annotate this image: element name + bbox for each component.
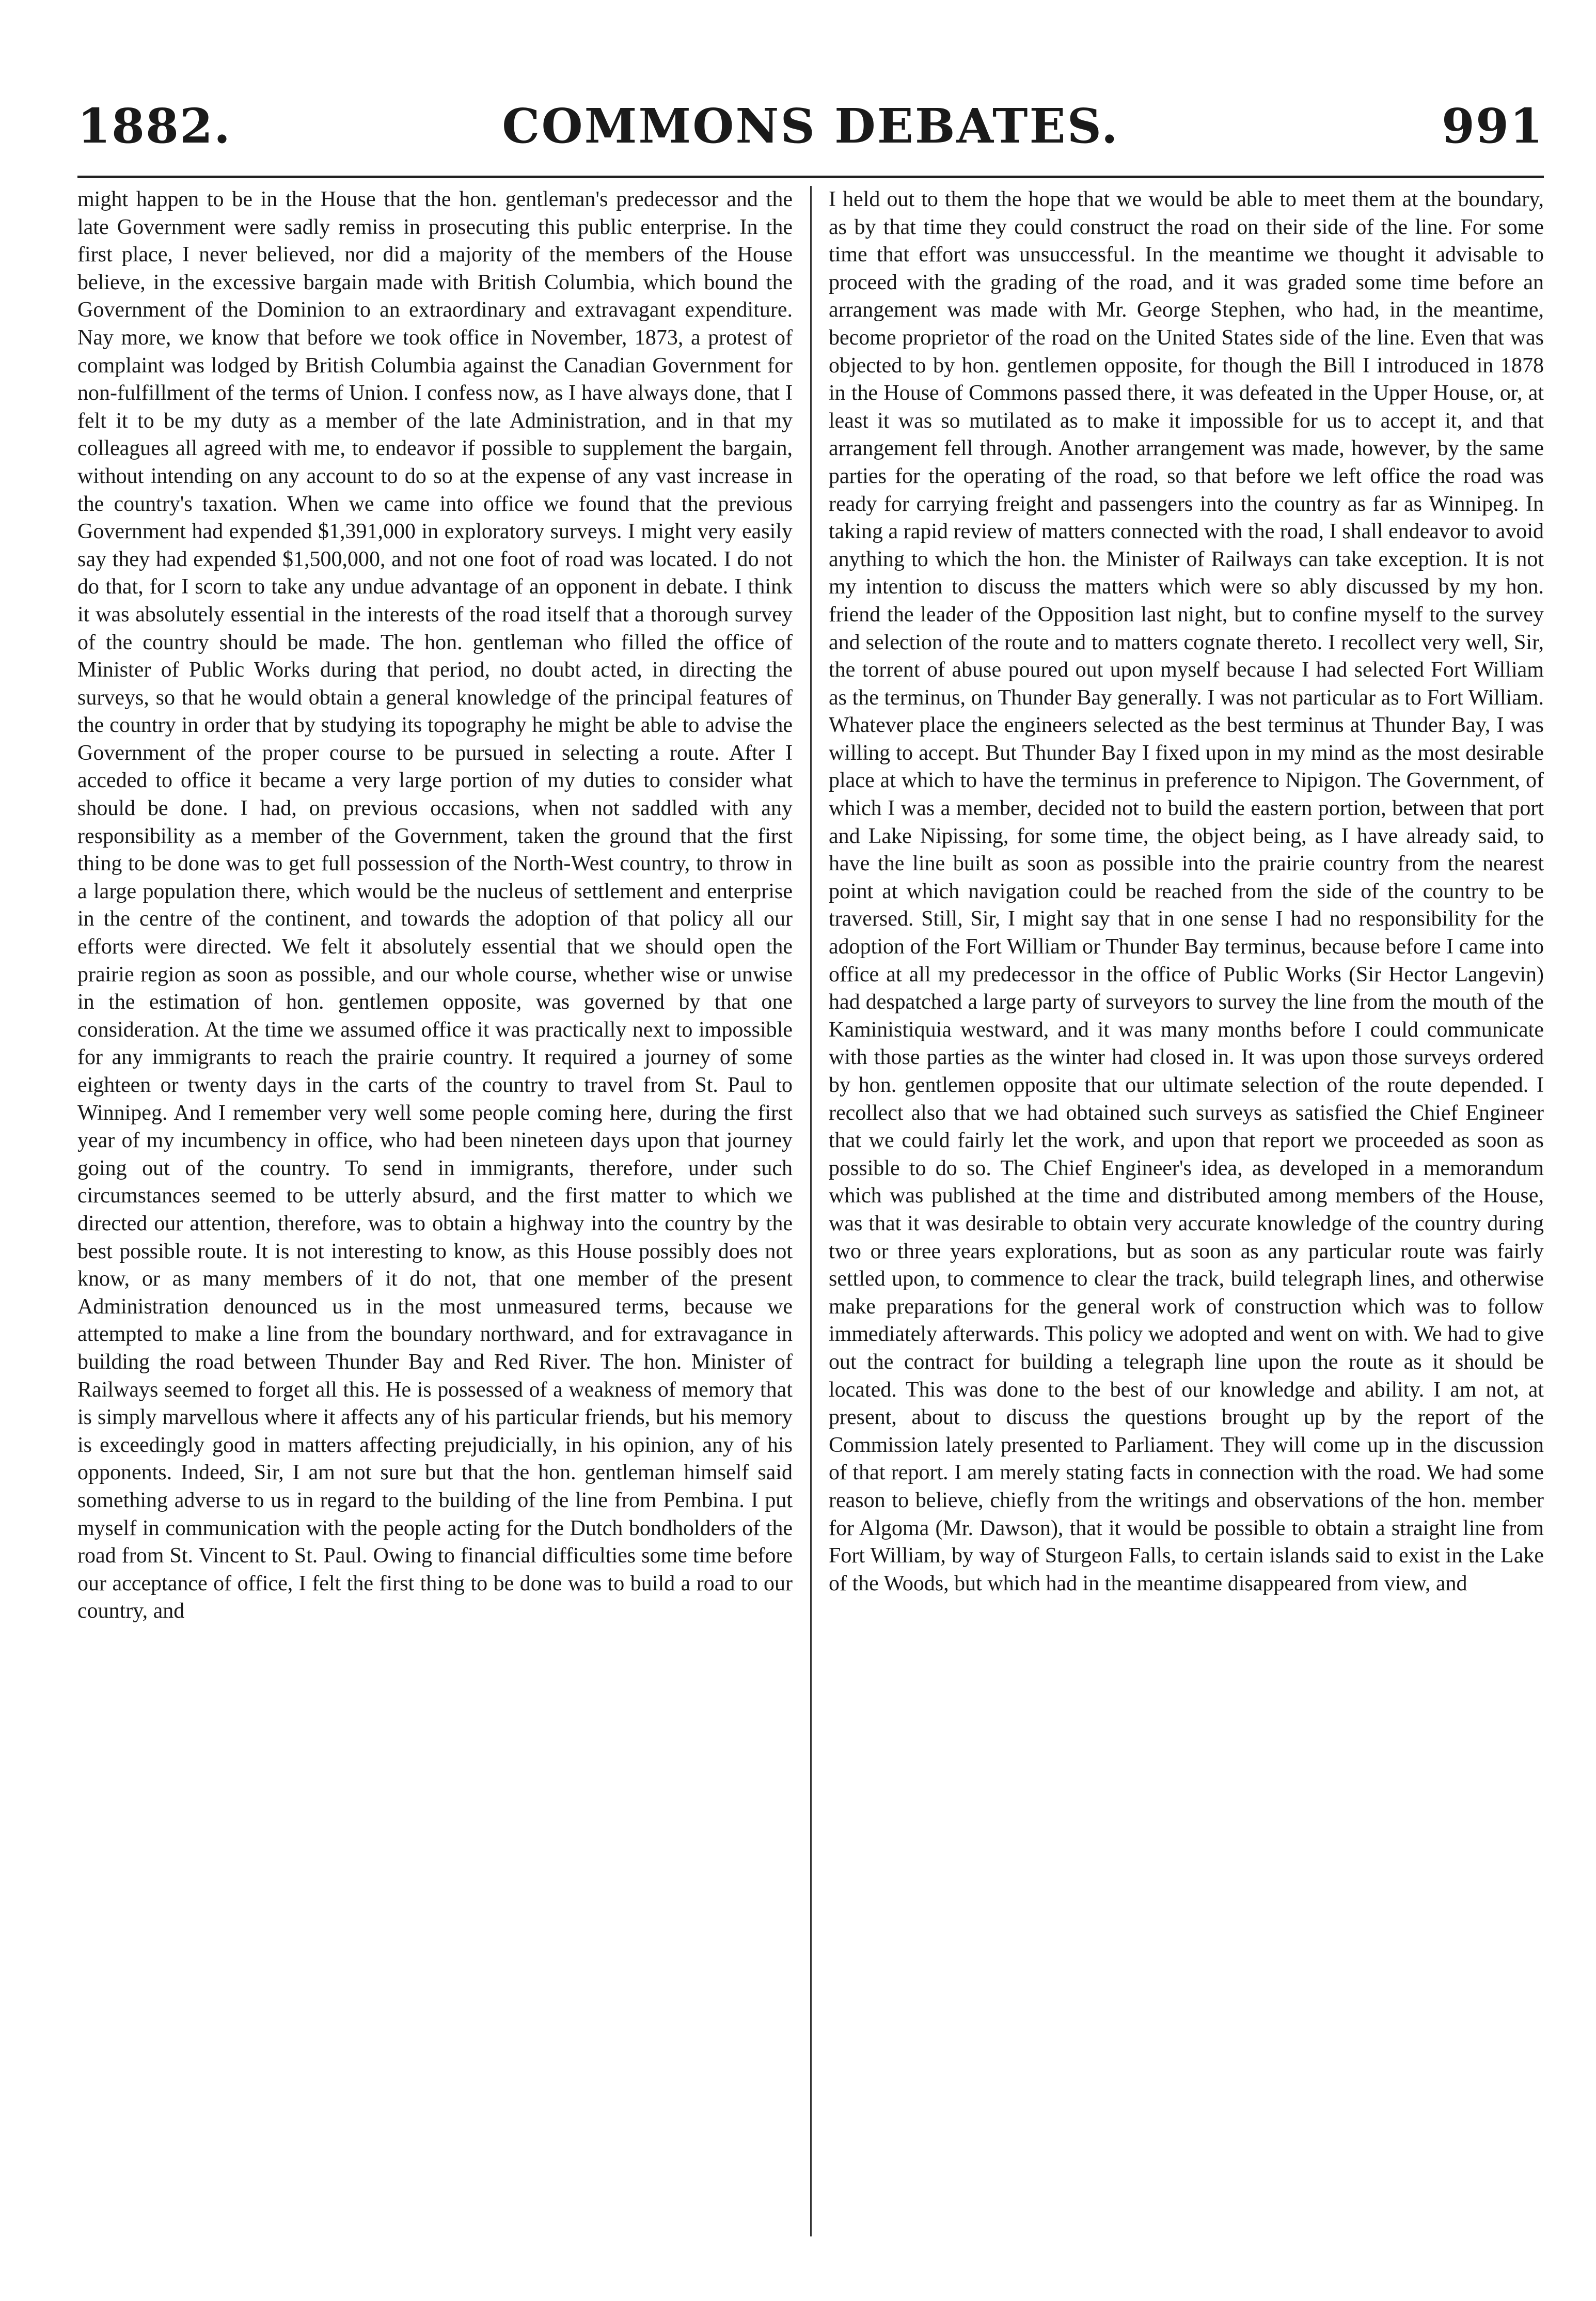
left-column-text: might happen to be in the House that the hon. gentleman's predecessor and the late Government were sadly remiss in prosecuting this public enterprise. In the first place, I never believed, nor did a majority of the members of the House believe, in the excessive bargain made with British Columbia, which bound the Government of the Dominion to an extraordinary and extravagant expenditure. Nay more, we know that before we took office in November, 1873, a protest of complaint was lodged by British Columbia against the Canadian Government for non-fulfillment of the terms of Union. I confess now, as I have always done, that I felt it to be my duty as a member of the late Administration, and in that my colleagues all agreed with me, to endeavor if possible to supplement the bargain, without intending on any account to do so at the expense of any vast increase in the country's taxation. When we came into office we found that the previous Government had expended $1,391,000 in exploratory surveys. I might very easily say they had expended $1,500,000, and not one foot of road was located. I do not do that, for I scorn to take any undue advantage of an opponent in debate. I think it was absolutely essential in the interests of the road itself that a thorough survey of the country should be made. The hon. gentleman who filled the office of Minister of Public Works during that period, no doubt acted, in directing the surveys, so that he would obtain a general knowledge of the principal features of the country in order that by studying its topography he might be able to advise the Government of the proper course to be pursued in selecting a route. After I acceded to office it became a very large portion of my duties to consider what should be done. I had, on previous occasions, when not saddled with any responsibility as a member of the Government, taken the ground that the first thing to be done was to get full possession of the North-West country, to throw in a large population there, which would be the nucleus of settlement and enterprise in the centre of the continent, and towards the adoption of that policy all our efforts were directed. We felt it absolutely essential that we should open the prairie region as soon as possible, and our whole course, whether wise or unwise in the estimation of hon. gentlemen opposite, was governed by that one consideration. At the time we assumed office it was practically next to impossible for any immigrants to reach the prairie country. It required a journey of some eighteen or twenty days in the carts of the country to travel from St. Paul to Winnipeg. And I remember very well some people coming here, during the first year of my incumbency in office, who had been nineteen days upon that journey going out of the country. To send in immigrants, therefore, under such circumstances seemed to be utterly absurd, and the first matter to which we directed our attention, therefore, was to obtain a highway into the country by the best possible route. It is not interesting to know, as this House possibly does not know, or as many members of it do not, that one member of the present Administration denounced us in the most unmeasured terms, because we attempted to make a line from the boundary northward, and for extravagance in building the road between Thunder Bay and Red River. The hon. Minister of Railways seemed to forget all this. He is possessed of a weakness of memory that is simply marvellous where it affects any of his particular friends, but his memory is exceedingly good in matters affecting prejudicially, in his opinion, any of his opponents. Indeed, Sir, I am not sure but that the hon. gentleman himself said something adverse to us in regard to the building of the line from Pembina. I put myself in communication with the people acting for the Dutch bondholders of the road from St. Vincent to St. Paul. Owing to financial difficulties some time before our acceptance of office, I felt the first thing to be done was to build a road to our country, and <box>77 187 793 1623</box>
page-year: 1882. <box>77 98 232 154</box>
text-columns <box>77 186 1544 2236</box>
right-column <box>829 186 1544 2236</box>
page-title: COMMONS DEBATES. <box>502 98 1119 154</box>
running-head <box>77 98 1544 165</box>
right-column-text: I held out to them the hope that we would be able to meet them at the boundary, as by that time they could construct the road on their side of the line. For some time that effort was unsuccessful. In the meantime we thought it advisable to proceed with the grading of the road, and it was graded some time before an arrangement was made with Mr. George Stephen, who had, in the meantime, become proprietor of the road on the United States side of the line. Even that was objected to by hon. gentlemen opposite, for though the Bill I introduced in 1878 in the House of Commons passed there, it was defeated in the Upper House, or, at least it was so mutilated as to make it impossible for us to accept it, and that arrangement fell through. Another arrangement was made, however, by the same parties for the operating of the road, so that before we left office the road was ready for carrying freight and passengers into the country as far as Winnipeg. In taking a rapid review of matters connected with the road, I shall endeavor to avoid anything to which the hon. the Minister of Railways can take exception. It is not my intention to discuss the matters which were so ably discussed by my hon. friend the leader of the Opposition last night, but to confine myself to the survey and selection of the route and to matters cognate thereto. I recollect very well, Sir, the torrent of abuse poured out upon myself because I had selected Fort William as the terminus, on Thunder Bay generally. I was not particular as to Fort William. Whatever place the engineers selected as the best terminus at Thunder Bay, I was willing to accept. But Thunder Bay I fixed upon in my mind as the most desirable place at which to have the terminus in preference to Nipigon. The Government, of which I was a member, decided not to build the eastern portion, between that port and Lake Nipissing, for some time, the object being, as I have already said, to have the line built as soon as possible into the prairie country from the nearest point at which navigation could be reached from the side of the country to be traversed. Still, Sir, I might say that in one sense I had no responsibility for the adoption of the Fort William or Thunder Bay terminus, because before I came into office at all my predecessor in the office of Public Works (Sir Hector Langevin) had despatched a large party of surveyors to survey the line from the mouth of the Kaministiquia westward, and it was many months before I could communicate with those parties as the winter had closed in. It was upon those surveys ordered by hon. gentlemen opposite that our ultimate selection of the route depended. I recollect also that we had obtained such surveys as satisfied the Chief Engineer that we could fairly let the work, and upon that report we proceeded as soon as possible to do so. The Chief Engineer's idea, as developed in a memorandum which was published at the time and distributed among members of the House, was that it was desirable to obtain very accurate knowledge of the country during two or three years explorations, but as soon as any particular route was fairly settled upon, to commence to clear the track, build telegraph lines, and otherwise make preparations for the general work of construction which was to follow immediately afterwards. This policy we adopted and went on with. We had to give out the contract for building a telegraph line upon the route as it should be located. This was done to the best of our knowledge and ability. I am not, at present, about to discuss the questions brought up by the report of the Commission lately presented to Parliament. They will come up in the discussion of that report. I am merely stating facts in connection with the road. We had some reason to believe, chiefly from the writings and observations of the hon. member for Algoma (Mr. Dawson), that it would be possible to obtain a straight line from Fort William, by way of Sturgeon Falls, to certain islands said to exist in the Lake of the Woods, but which had in the meantime disappeared from view, and <box>829 187 1544 1595</box>
page-number: 991 <box>1441 98 1544 154</box>
header-rule <box>77 176 1544 178</box>
column-divider <box>810 186 812 2236</box>
left-column <box>77 186 793 2236</box>
newspaper-page <box>77 98 1544 2236</box>
